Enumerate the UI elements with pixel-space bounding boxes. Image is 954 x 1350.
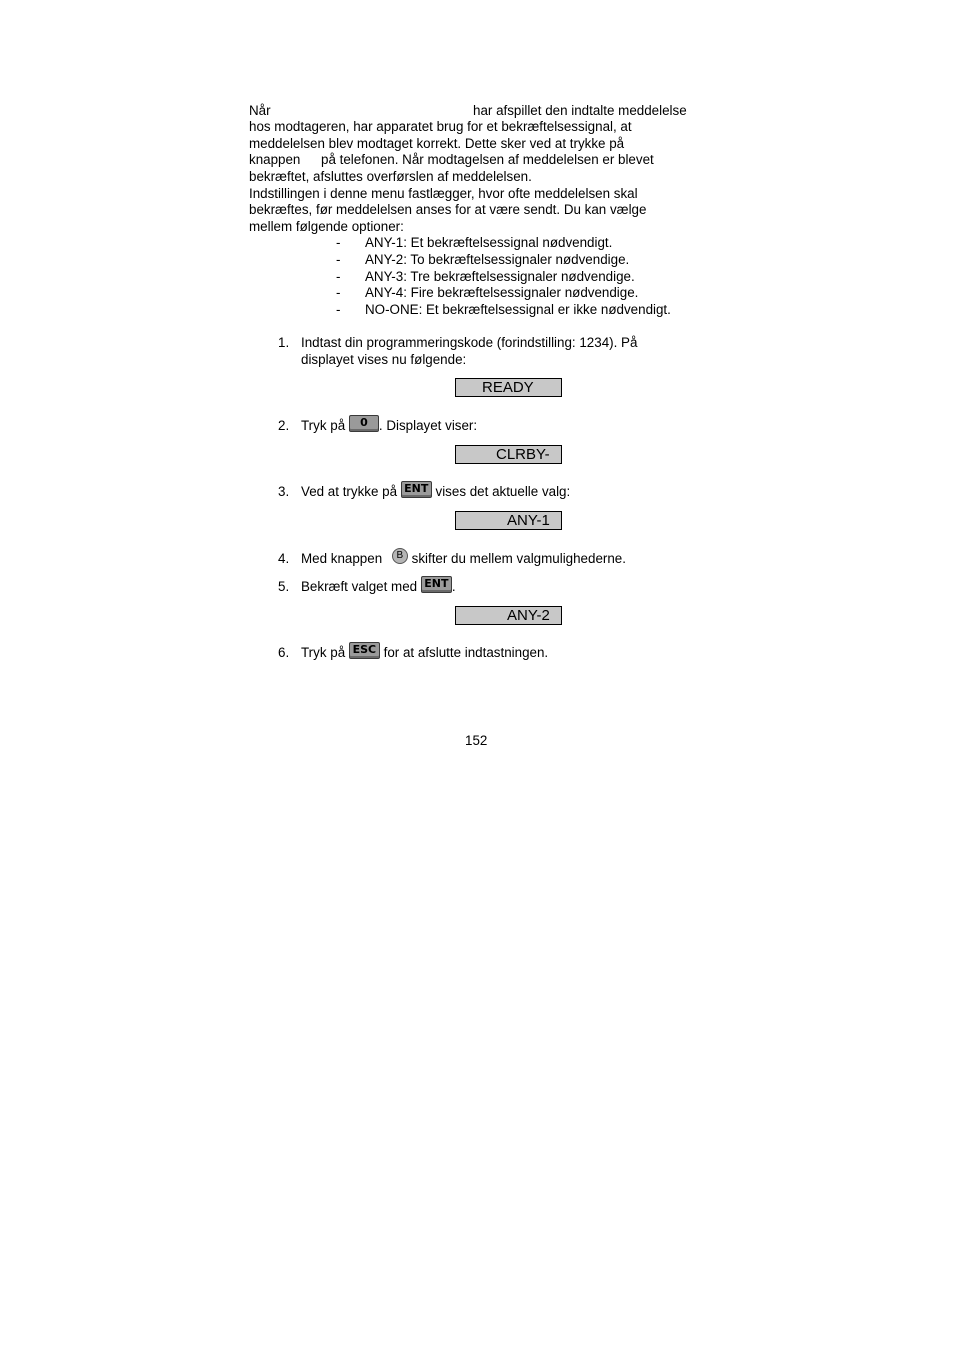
display-ready-text: READY — [482, 379, 534, 396]
b-key-icon: B — [392, 548, 408, 564]
intro-line-1-start: Når — [249, 103, 271, 118]
zero-key-icon: 0 — [349, 415, 379, 432]
esc-key-icon: ESC — [349, 642, 380, 659]
intro-line-3: meddelelsen blev modtaget korrekt. Dette sker ved at trykke på — [249, 136, 625, 151]
step-4-number: 4. — [278, 551, 290, 566]
step-4-post: skifter du mellem valgmulighederne. — [411, 551, 626, 566]
intro-line-7: bekræftes, før meddelelsen anses for at være sendt. Du kan vælge — [249, 202, 647, 217]
display-any-1 — [455, 511, 562, 530]
step-6-pre: Tryk på — [301, 645, 346, 660]
step-3-number: 3. — [278, 484, 290, 499]
display-any-2-text: ANY-2 — [507, 607, 550, 624]
ent-key-icon: ENT — [401, 481, 432, 498]
ent-key-icon: ENT — [421, 576, 452, 593]
list-bullet: - — [336, 285, 341, 300]
list-bullet: - — [336, 252, 341, 267]
step-3-pre: Ved at trykke på — [301, 484, 398, 499]
step-1-number: 1. — [278, 335, 290, 350]
step-5-pre: Bekræft valget med — [301, 579, 418, 594]
step-5-post: . — [451, 579, 456, 594]
intro-line-1-end: har afspillet den indtalte meddelelse — [473, 103, 687, 118]
intro-line-4-end: på telefonen. Når modtagelsen af meddelelsen er blevet — [321, 152, 654, 167]
step-6-post: for at afslutte indtastningen. — [383, 645, 549, 660]
intro-line-5: bekræftet, afsluttes overførslen af meddelelsen. — [249, 169, 532, 184]
display-any-2 — [455, 606, 562, 625]
step-3-text — [301, 484, 570, 500]
display-ready — [455, 378, 562, 397]
step-2-number: 2. — [278, 418, 290, 433]
list-bullet: - — [336, 235, 341, 250]
option-any-2: ANY-2: To bekræftelsessignaler nødvendige. — [365, 252, 630, 267]
step-6-text — [301, 645, 548, 661]
intro-line-4-start: knappen — [249, 152, 301, 167]
list-bullet: - — [336, 269, 341, 284]
display-any-1-text: ANY-1 — [507, 512, 550, 529]
intro-line-2: hos modtageren, har apparatet brug for et bekræftelsessignal, at — [249, 119, 632, 134]
step-4-text — [301, 551, 626, 567]
step-6-number: 6. — [278, 645, 290, 660]
display-clrby-text: CLRBY- — [496, 446, 550, 463]
intro-line-6: Indstillingen i denne menu fastlægger, hvor ofte meddelelsen skal — [249, 186, 638, 201]
list-bullet: - — [336, 302, 341, 317]
step-4-pre: Med knappen — [301, 551, 383, 566]
option-no-one: NO-ONE: Et bekræftelsessignal er ikke nødvendigt. — [365, 302, 671, 317]
option-any-1: ANY-1: Et bekræftelsessignal nødvendigt. — [365, 235, 613, 250]
step-2-pre: Tryk på — [301, 418, 346, 433]
page-number: 152 — [465, 733, 488, 748]
display-clrby — [455, 445, 562, 464]
step-2-post: . Displayet viser: — [378, 418, 478, 433]
option-any-4: ANY-4: Fire bekræftelsessignaler nødvendige. — [365, 285, 639, 300]
step-1-line-2: displayet vises nu følgende: — [301, 352, 467, 367]
step-5-number: 5. — [278, 579, 290, 594]
step-2-text — [301, 418, 477, 434]
option-any-3: ANY-3: Tre bekræftelsessignaler nødvendige. — [365, 269, 635, 284]
step-1-line-1: Indtast din programmeringskode (forindstilling: 1234). På — [301, 335, 638, 350]
step-3-post: vises det aktuelle valg: — [435, 484, 571, 499]
step-5-text — [301, 579, 456, 595]
intro-line-8: mellem følgende optioner: — [249, 219, 404, 234]
